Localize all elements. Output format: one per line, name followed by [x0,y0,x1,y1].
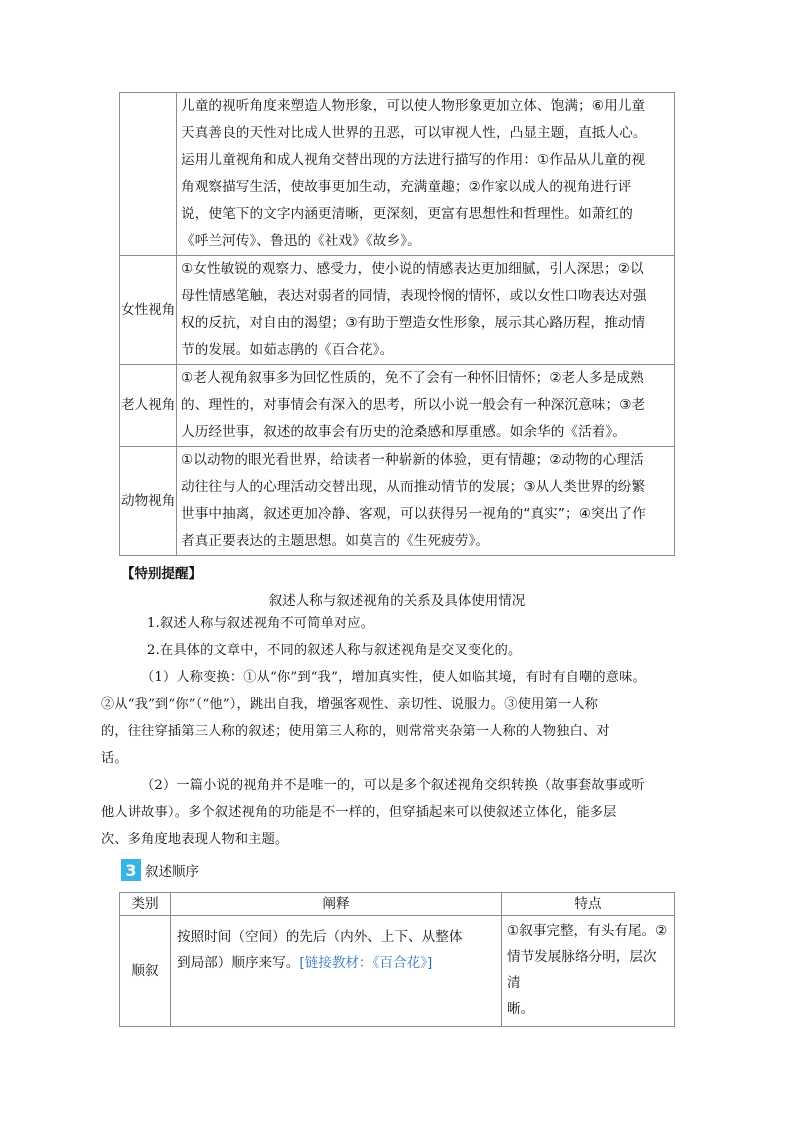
table-header-row [120,893,675,916]
row-label [120,93,177,256]
table-row [120,365,675,447]
text-line: 话。 [101,751,128,766]
text-line: 晰。 [507,1001,535,1017]
row-label: 老人视角 [120,365,177,447]
column-header: 特点 [502,893,675,916]
text-line: 情节发展脉络分明，层次清 [507,949,657,991]
section-heading [121,859,199,881]
text-line: 人历经世事，叙述的故事会有历史的沧桑感和厚重感。如余华的《活着》。 [181,424,627,440]
text-line: ①老人视角叙事多为回忆性质的，免不了会有一种怀旧情怀；②老人多是成熟 [181,370,644,386]
text-line: 《呼兰河传》、鲁迅的《社戏》《故乡》。 [181,233,421,249]
reminder-point-1: 1.叙述人称与叙述视角不可简单对应。 [147,616,375,631]
text-line: 权的反抗，对自由的渴望；③有助于塑造女性形象，展示其心路历程，推动情 [181,315,646,331]
text-line: 到局部）顺序来写。[链接教材：《百合花》] [177,955,433,971]
text-line: 的、理性的，对事情会有深入的思考，所以小说一般会有一种深沉意味；③老 [181,397,646,413]
text-line: 儿童的视听角度来塑造人物形象，可以使人物形象更加立体、饱满；⑥用儿童 [181,98,646,114]
text-line: 的，往往穿插第三人称的叙述；使用第三人称的，则常常夹杂第一人称的人物独白、对 [101,724,610,739]
section-title: 叙述顺序 [145,864,199,880]
narrative-order-table [119,892,675,1027]
row-description [177,256,675,365]
text-line: 天真善良的天性对比成人世界的丑恶，可以审视人性，凸显主题，直抵人心。 [181,125,647,141]
explanation-cell [171,916,502,1027]
table-row [120,447,675,556]
text-line: 动往往与人的心理活动交替出现，从而推动情节的发展；③从人类世界的纷繁 [181,479,646,495]
row-description [177,93,675,256]
column-header: 类别 [120,893,171,916]
table-row [120,93,675,256]
text-line: 母性情感笔触，表达对弱者的同情，表现怜悯的情怀，或以女性口吻表达对强 [181,288,647,304]
textbook-link[interactable]: [链接教材：《百合花》] [299,955,433,971]
text-line: 世事中抽离，叙述更加冷静、客观，可以获得另一视角的“真实”；④突出了作 [181,506,646,522]
row-description [177,365,675,447]
text-line: 运用儿童视角和成人视角交替出现的方法进行描写的作用：①作品从儿童的视 [181,152,646,168]
reminder-heading: 【特别提醒】 [121,566,202,582]
category-cell: 顺叙 [120,916,171,1027]
section-number-badge: 3 [121,859,141,881]
reminder-point-2: 2.在具体的文章中，不同的叙述人称与叙述视角是交叉变化的。 [147,643,522,658]
viewpoint-table [119,92,675,556]
text-line: 者真正要表达的主题思想。如莫言的《生死疲劳》。 [181,533,490,549]
text-line: ①叙事完整，有头有尾。② [507,923,668,939]
row-label: 女性视角 [120,256,177,365]
text-line: 角观察描写生活，使故事更加生动，充满童趣；②作家以成人的视角进行评 [181,179,632,195]
reminder-subtitle: 叙述人称与叙述视角的关系及具体使用情况 [268,593,526,609]
text-line: （1）人称变换：①从“你”到“我”，增加真实性，使人如临其境，有时有自嘲的意味。 [141,670,646,685]
text-line: ②从“我”到“你”（“他”），跳出自我，增强客观性、亲切性、说服力。③使用第一人称 [101,697,599,712]
features-cell [502,916,675,1027]
column-header: 阐释 [171,893,502,916]
reminder-point-4 [101,772,681,853]
text-line: 说，使笔下的文字内涵更清晰，更深刻，更富有思想性和哲理性。如萧红的 [181,206,633,222]
text-line: ①女性敏锐的观察力、感受力，使小说的情感表达更加细腻，引人深思；②以 [181,261,644,277]
text-line: ①以动物的眼光看世界，给读者一种崭新的体验，更有情趣；②动物的心理活 [181,452,644,468]
row-description [177,447,675,556]
text-line: 节的发展。如茹志鹃的《百合花》。 [181,342,394,358]
text-line: 次、多角度地表现人物和主题。 [101,832,289,847]
text-line: （2）一篇小说的视角并不是唯一的，可以是多个叙述视角交织转换（故事套故事或听 [141,778,645,793]
text-line: 按照时间（空间）的先后（内外、上下、从整体 [177,929,463,945]
reminder-point-3 [101,664,681,772]
row-label: 动物视角 [120,447,177,556]
table-row [120,256,675,365]
text-line: 他人讲故事）。多个叙述视角的功能是不一样的，但穿插起来可以使叙述立体化，能多层 [101,805,617,820]
table-row [120,916,675,1027]
